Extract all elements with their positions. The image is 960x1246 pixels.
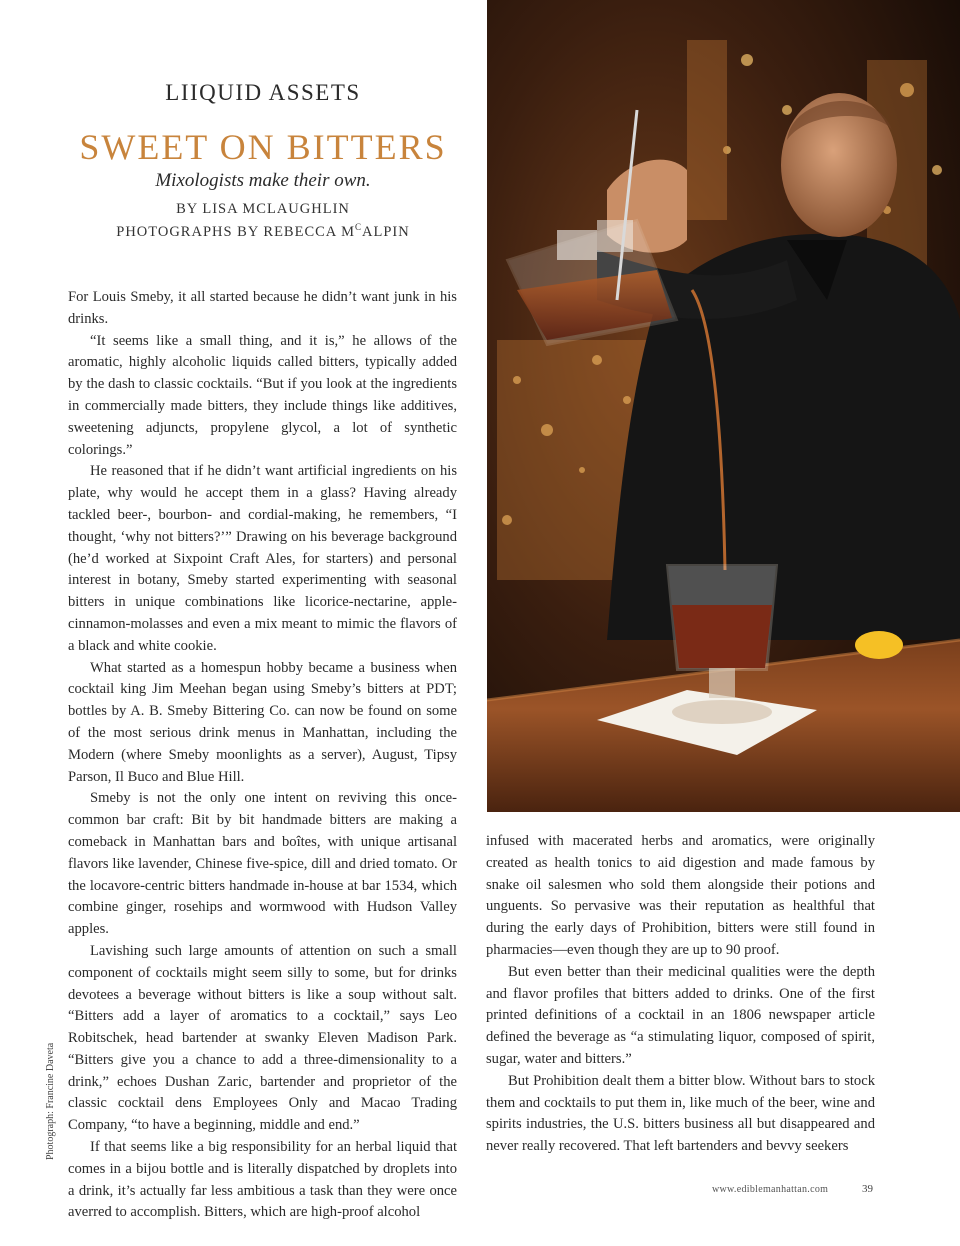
- paragraph: infused with macerated herbs and aromatics, were originally created as health tonics to aid digestion and made famous by snake oil salesmen who sold them alongside their potions and unguents. So pervasive was their reputation as healthful that during the early days of Prohibition, bitters were still found in pharmacies—even though they are up to 90 proof.: [486, 833, 875, 958]
- paragraph: Smeby is not the only one intent on reviving this once-common bar craft: Bit by bit handmade bitters are making a comeback in Manhattan bars and boîtes, with unique artisanal flavors like lavender, Chinese five-spice, dill and dried tomato. Or the locavore-centric bitters handmade in-house at bar 1534, which combine ginger, rosehips and wormwood with Hudson Valley apples.: [68, 790, 457, 938]
- photo-credit: Photograph: Francine Daveta: [45, 1042, 56, 1160]
- paragraph: He reasoned that if he didn’t want artificial ingredients on his plate, why would he accept them in a glass? Having already tackled beer-, bourbon- and cordial-making, he remembers, “I thought, ‘why not bitters?’” Drawing on his beverage background (he’d worked at Sixpoint Craft Ales, for starters) and personal interest in botany, Smeby started experimenting with seasonal bitters in unique combinations like licorice-nectarine, apple-cinnamon-molasses and even a mix meant to mimic the flavors of a black and white cookie.: [68, 463, 457, 654]
- paragraph: But even better than their medicinal qualities were the depth and flavor profiles that bitters added to drinks. One of the first printed definitions of a cocktail in an 1806 newspaper article defined the beverage as “a stimulating liquor, composed of spirit, sugar, water and bitters.”: [486, 963, 875, 1067]
- paragraph: “It seems like a small thing, and it is,” he allows of the aromatic, highly alcoholic liquids called bitters, typically added by the dash to classic cocktails. “But if you look at the ingredients in commercially made bitters, they include things like additives, sweetening adjuncts, propylene glycol, a lot of synthetic colorings.”: [68, 332, 457, 458]
- page-number: 39: [862, 1183, 873, 1195]
- paragraph: But Prohibition dealt them a bitter blow. Without bars to stock them and cocktails to put them in, like much of the beer, wine and spirits industries, the U.S. bitters business all but disappeared and never really recovered. That left bartenders and bevvy seekers: [486, 1072, 875, 1155]
- author-byline: BY LISA MCLAUGHLIN: [176, 201, 350, 217]
- bartender-photo: [487, 0, 960, 812]
- body-column-right: [486, 831, 875, 1158]
- photographer-byline: PHOTOGRAPHS BY REBECCA $M^CALPIN$: [116, 222, 410, 240]
- footer-url: www.ediblemanhattan.com: [712, 1184, 829, 1195]
- paragraph: Lavishing such large amounts of attention on such a small component of cocktails might seem silly to some, but for drinks devotees a beverage without bitters is like a soup without salt. “Bitters add a layer of aromatics to a cocktail,” says Leo Robitschek, head bartender at swanky Eleven Madison Park. “Bitters give you a chance to add a three-dimensionality to a drink,” echoes Dushan Zaric, bartender and proprietor of the classic cocktail dens Employees Only and Macao Trading Company, “to have a beginning, middle and end.”: [68, 942, 457, 1134]
- paragraph: What started as a homespun hobby became a business when cocktail king Jim Meehan began using Smeby’s bitters at PDT; bottles by A. B. Smeby Bittering Co. can now be found on some of the most serious drink menus in Manhattan, including the Modern (where Smeby moonlights as a server), August, Tipsy Parson, Il Buco and Blue Hill.: [68, 659, 457, 785]
- paragraph: For Louis Smeby, it all started because he didn’t want junk in his drinks.: [68, 289, 457, 327]
- section-label: LIIQUID ASSETS: [165, 80, 361, 105]
- article-title: SWEET ON BITTERS: [79, 127, 447, 167]
- body-column-left: [68, 287, 457, 1224]
- paragraph: If that seems like a big responsibility for an herbal liquid that comes in a bijou bottle and is literally dispatched by droplets into a drink, it’s actually far less ambitious a task than they were once averred to accomplish. Bitters, which are high-proof alcohol: [68, 1139, 457, 1221]
- article-subtitle: Mixologists make their own.: [155, 170, 371, 191]
